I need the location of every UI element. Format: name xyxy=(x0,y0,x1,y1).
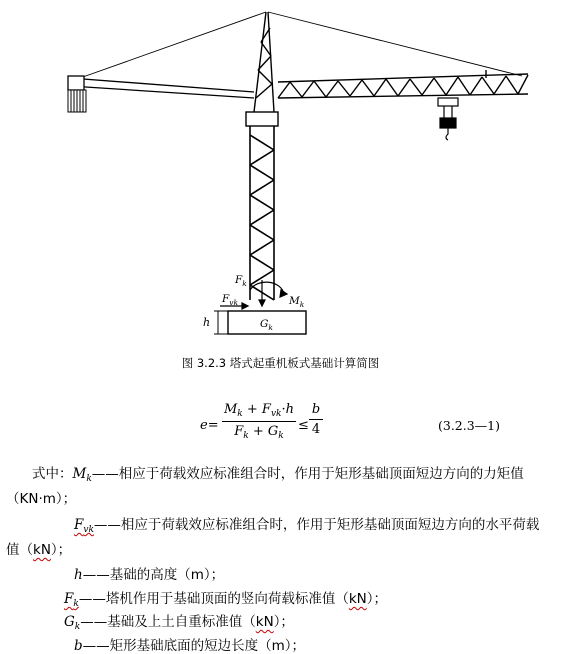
tower-mast xyxy=(250,118,274,300)
figure-caption: 图 3.2.3 塔式起重机板式基础计算简图 xyxy=(181,356,380,370)
definition-mk-unit: （KN·m）； xyxy=(6,491,77,507)
tower-head xyxy=(254,12,274,112)
counter-jib xyxy=(68,76,254,98)
counterweight xyxy=(68,90,86,112)
label-gk: $G_k$ xyxy=(260,318,273,332)
trolley-hook xyxy=(438,98,458,140)
formula-le: ≤ xyxy=(298,418,309,433)
main-jib xyxy=(278,70,528,98)
label-fk: $F_k$ xyxy=(235,274,247,288)
definition-gk: $G_k——$基础及上土自重标准值（kN）； xyxy=(64,614,294,632)
definition-fk: $F_k——$塔机作用于基础顶面的竖向荷载标准值（kN）； xyxy=(64,591,388,609)
label-h: h xyxy=(203,316,211,329)
formula-lhs: e= xyxy=(200,418,219,433)
definition-fvk: $F_{vk}——$相应于荷载效应标准组合时，作用于矩形基础顶面短边方向的水平荷载 xyxy=(74,517,540,535)
slewing-unit xyxy=(246,112,278,126)
label-mk: $M_k$ xyxy=(289,295,305,309)
formula-rhs-fraction: b 4 xyxy=(309,402,323,437)
label-fvk: $F_{vk}$ xyxy=(222,293,239,307)
eccentricity-formula xyxy=(0,398,561,454)
formula-numerator: $M_k + F_{vk}\cdot h$ xyxy=(223,402,295,419)
formula-fraction xyxy=(222,402,296,441)
definition-fvk-unit: 值（kN）； xyxy=(6,542,72,558)
equation-number: (3.2.3—1) xyxy=(438,418,501,433)
definition-b: b——矩形基础底面的短边长度（m）； xyxy=(74,638,306,654)
formula-denominator: $F_k + G_k$ xyxy=(234,424,284,441)
definition-mk: 式中：$M_k——$相应于荷载效应标准组合时，作用于矩形基础顶面短边方向的力矩值 xyxy=(32,466,524,484)
tie-ropes xyxy=(80,12,522,78)
height-dimension xyxy=(214,311,228,334)
definition-h: h——基础的高度（m）； xyxy=(74,567,225,583)
